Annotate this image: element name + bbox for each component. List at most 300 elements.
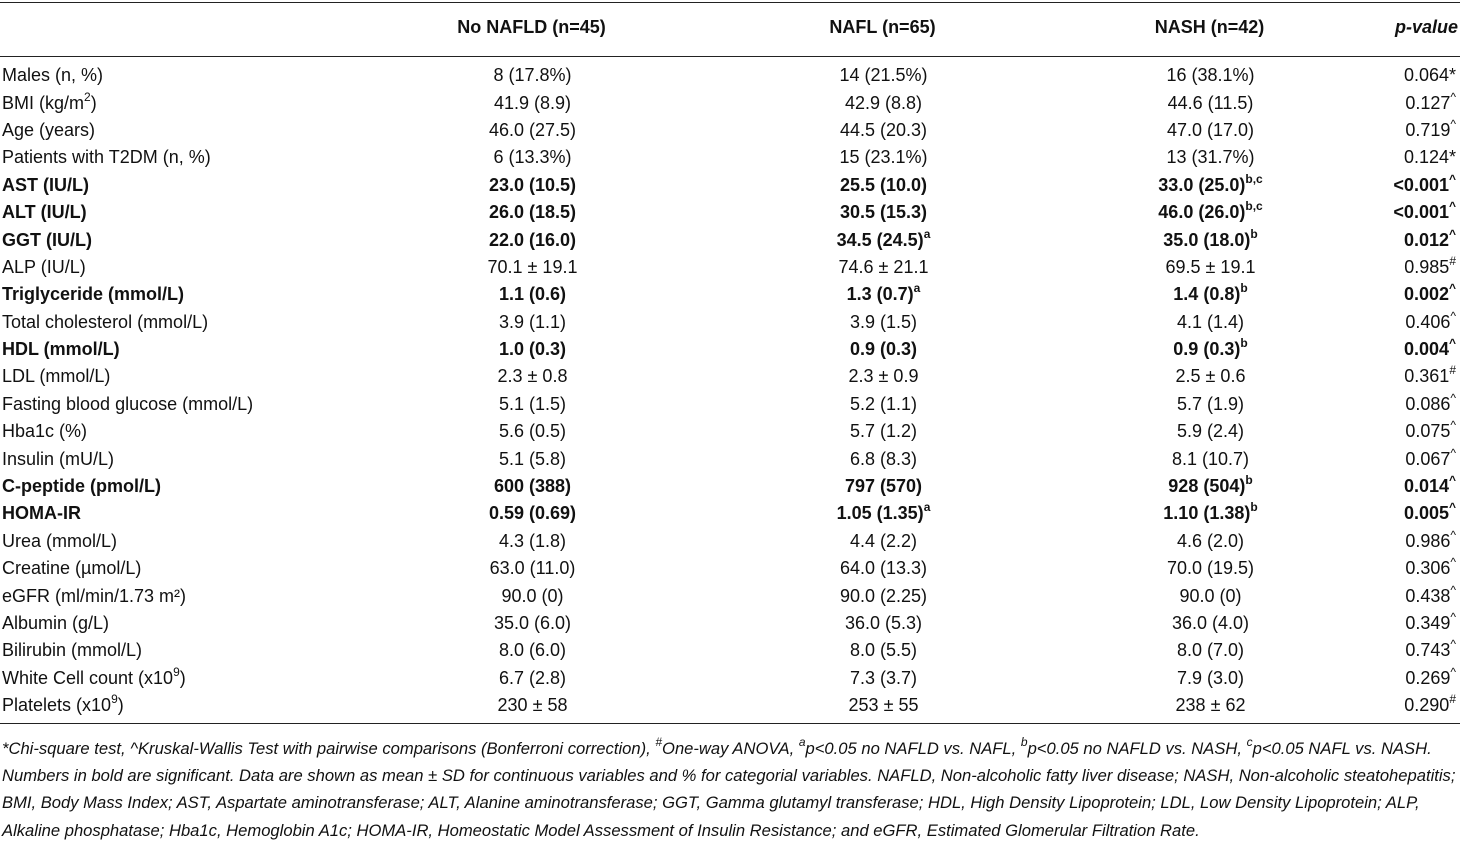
cell-nash-sup: b — [1250, 500, 1258, 515]
cell-p-value-sup: # — [1449, 253, 1456, 268]
row-label-text: Males (n, %) — [2, 65, 104, 86]
row-label — [0, 528, 360, 555]
cell-no-nafld-text: 23.0 (10.5) — [488, 174, 577, 195]
cell-no-nafld — [360, 555, 705, 582]
cell-nafl-text: 30.5 (15.3) — [839, 202, 928, 223]
row-label — [0, 555, 360, 582]
header-no-nafld: No NAFLD (n=45) — [457, 17, 606, 37]
row-label — [0, 582, 360, 609]
row-label — [0, 418, 360, 445]
cell-no-nafld-text: 90.0 (0) — [501, 585, 564, 606]
cell-p-value — [1359, 637, 1460, 664]
row-label-text: Bilirubin (mmol/L) — [2, 640, 143, 661]
cell-p-value-text: 0.012 — [1403, 229, 1449, 250]
cell-nash-sup: b — [1250, 226, 1258, 241]
cell-nash — [1062, 89, 1359, 116]
table-row — [0, 144, 1460, 171]
cell-no-nafld — [360, 692, 705, 719]
cell-nash-text: 5.9 (2.4) — [1176, 421, 1245, 442]
row-label — [0, 89, 360, 116]
cell-nafl — [705, 226, 1062, 253]
cell-nafl — [705, 418, 1062, 445]
cell-p-value-text: 0.743 — [1405, 640, 1451, 661]
row-label-text: ALP (IU/L) — [2, 256, 86, 277]
header-nafl: NAFL (n=65) — [829, 17, 936, 37]
table-row — [0, 226, 1460, 253]
row-label-text: Fasting blood glucose (mmol/L) — [2, 393, 254, 414]
row-label-text: C-peptide (pmol/L) — [2, 476, 161, 497]
cell-no-nafld — [360, 363, 705, 390]
cell-p-value — [1359, 254, 1460, 281]
cell-p-value-text: 0.067 — [1405, 448, 1451, 469]
cell-no-nafld — [360, 500, 705, 527]
row-label-text: Hba1c (%) — [2, 421, 88, 442]
footnote-sup-hash: # — [655, 735, 663, 750]
cell-nash — [1062, 582, 1359, 609]
cell-nash — [1062, 445, 1359, 472]
cell-nafl-text: 253 ± 55 — [848, 695, 919, 716]
cell-nafl — [705, 692, 1062, 719]
cell-nash-text: 4.6 (2.0) — [1176, 530, 1245, 551]
cell-p-value-text: 0.086 — [1405, 393, 1451, 414]
row-label — [0, 692, 360, 719]
cell-p-value-text: 0.014 — [1403, 476, 1449, 497]
cell-no-nafld — [360, 665, 705, 692]
cell-nafl — [705, 391, 1062, 418]
row-label-text: Age (years) — [2, 119, 96, 140]
table-row — [0, 692, 1460, 719]
cell-nafl-text: 5.2 (1.1) — [849, 393, 918, 414]
bottom-rule — [0, 723, 1460, 724]
cell-nafl-text: 44.5 (20.3) — [839, 119, 928, 140]
cell-p-value — [1359, 281, 1460, 308]
row-label-text: Patients with T2DM (n, %) — [2, 147, 211, 168]
cell-no-nafld — [360, 418, 705, 445]
table-row — [0, 62, 1460, 89]
row-label-text: ) — [179, 667, 186, 688]
cell-p-value-text: 0.306 — [1405, 558, 1451, 579]
row-label-text: ) — [90, 92, 97, 113]
cell-p-value-sup: ^ — [1450, 555, 1456, 570]
cell-p-value — [1359, 336, 1460, 363]
cell-no-nafld — [360, 144, 705, 171]
cell-p-value-text: 0.124* — [1403, 147, 1456, 168]
footnote-sup-c: c — [1246, 735, 1253, 750]
cell-no-nafld-text: 26.0 (18.5) — [488, 202, 577, 223]
cell-p-value-sup: ^ — [1448, 281, 1456, 296]
cell-p-value-sup: ^ — [1448, 199, 1456, 214]
row-label — [0, 391, 360, 418]
cell-nash-sup: b,c — [1245, 171, 1263, 186]
cell-nash-text: 35.0 (18.0) — [1163, 229, 1251, 250]
header-row — [0, 0, 1460, 55]
cell-nafl-text: 90.0 (2.25) — [839, 585, 928, 606]
cell-p-value-sup: ^ — [1450, 610, 1456, 624]
cell-no-nafld-text: 6 (13.3%) — [493, 147, 572, 168]
table-row — [0, 199, 1460, 226]
cell-nash-text: 2.5 ± 0.6 — [1175, 366, 1246, 387]
cell-nash-text: 46.0 (26.0) — [1158, 202, 1246, 223]
cell-nafl — [705, 254, 1062, 281]
cell-nash — [1062, 418, 1359, 445]
cell-nafl — [705, 117, 1062, 144]
cell-p-value-text: 0.349 — [1405, 613, 1451, 633]
cell-nash — [1062, 309, 1359, 336]
row-label — [0, 172, 360, 199]
cell-no-nafld-text: 35.0 (6.0) — [493, 613, 572, 633]
cell-no-nafld — [360, 62, 705, 89]
row-label — [0, 226, 360, 253]
cell-p-value — [1359, 445, 1460, 472]
cell-nash-text: 7.9 (3.0) — [1176, 667, 1245, 688]
cell-nafl-text: 15 (23.1%) — [839, 147, 928, 168]
table-row — [0, 555, 1460, 582]
cell-nafl — [705, 500, 1062, 527]
cell-nafl — [705, 336, 1062, 363]
cell-no-nafld-text: 1.1 (0.6) — [498, 284, 567, 305]
cell-no-nafld — [360, 172, 705, 199]
row-label-text: HDL (mmol/L) — [2, 339, 120, 360]
cell-p-value-text: 0.075 — [1405, 421, 1451, 442]
cell-p-value-text: 0.438 — [1405, 585, 1451, 606]
cell-nafl-text: 797 (570) — [844, 476, 923, 497]
cell-nash — [1062, 637, 1359, 664]
cell-nash-sup: b — [1240, 281, 1248, 296]
cell-nafl-text: 14 (21.5%) — [839, 65, 928, 86]
cell-no-nafld-text: 5.1 (5.8) — [498, 448, 567, 469]
cell-nash — [1062, 144, 1359, 171]
cell-nash — [1062, 226, 1359, 253]
cell-p-value-sup: # — [1449, 363, 1456, 378]
header-label-cell — [0, 0, 360, 55]
cell-p-value-text: 0.127 — [1405, 92, 1451, 113]
cell-p-value — [1359, 473, 1460, 500]
cell-no-nafld — [360, 199, 705, 226]
cell-nash-sup: b,c — [1245, 199, 1263, 214]
cell-nafl-text: 1.05 (1.35) — [836, 503, 924, 524]
cell-nash-text: 90.0 (0) — [1179, 585, 1242, 606]
table-footnote — [2, 735, 1458, 844]
row-label-text: Total cholesterol (mmol/L) — [2, 311, 209, 332]
cell-nafl-text: 0.9 (0.3) — [849, 339, 918, 360]
cell-p-value-text: 0.269 — [1405, 667, 1451, 688]
cell-nafl-text: 3.9 (1.5) — [849, 311, 918, 332]
footnote-text-5: p<0.05 NAFL vs. NASH. Numbers in bold are significant. Data are shown as mean ± SD for continuous variables and % for categorial variables. NAFLD, Non-alcoholic fatty liver disease; NASH, Non-alcoholic steatohepatitis; BMI, Body Mass Index; AST, Aspartate aminotransferase; ALT, Alanine aminotransferase; GGT, Gamma glutamyl transferase; HDL, High Density Lipoprotein; LDL, Low Density Lipoprotein; ALP, Alkaline phosphatase; Hba1c, Hemoglobin A1c; HOMA-IR, Homeostatic Model Assessment of Insulin Resistance; and eGFR, Estimated Glomerular Filtration Rate. — [2, 739, 1456, 840]
cell-nafl — [705, 144, 1062, 171]
row-label-text: LDL (mmol/L) — [2, 366, 111, 387]
cell-no-nafld-text: 70.1 ± 19.1 — [487, 256, 578, 277]
cell-no-nafld — [360, 281, 705, 308]
cell-nash-text: 47.0 (17.0) — [1166, 119, 1255, 140]
table-body — [0, 55, 1460, 719]
cell-p-value-sup: ^ — [1448, 473, 1456, 488]
footnote-text-4: p<0.05 no NAFLD vs. NASH, — [1027, 739, 1247, 758]
table-row — [0, 281, 1460, 308]
table-row — [0, 610, 1460, 637]
cell-nafl — [705, 637, 1062, 664]
cell-nafl — [705, 445, 1062, 472]
row-label-text: GGT (IU/L) — [2, 229, 92, 250]
cell-nash — [1062, 528, 1359, 555]
cell-p-value-text: 0.985 — [1404, 256, 1450, 277]
header-p-value: p-value — [1394, 17, 1458, 37]
cell-p-value-text: 0.719 — [1405, 119, 1451, 140]
cell-no-nafld — [360, 336, 705, 363]
spacer-row — [0, 55, 1460, 62]
cell-p-value — [1359, 418, 1460, 445]
cell-p-value — [1359, 665, 1460, 692]
cell-nafl — [705, 473, 1062, 500]
cell-p-value — [1359, 582, 1460, 609]
cell-no-nafld — [360, 473, 705, 500]
table-row — [0, 528, 1460, 555]
cell-nafl-text: 4.4 (2.2) — [849, 530, 918, 551]
cell-nafl — [705, 89, 1062, 116]
cell-no-nafld-text: 46.0 (27.5) — [488, 119, 577, 140]
table-row — [0, 89, 1460, 116]
cell-p-value-sup: ^ — [1450, 390, 1456, 405]
cell-no-nafld — [360, 582, 705, 609]
cell-nafl-text: 64.0 (13.3) — [839, 558, 928, 579]
cell-nash — [1062, 172, 1359, 199]
cell-nash-text: 1.4 (0.8) — [1173, 284, 1241, 305]
table-row — [0, 117, 1460, 144]
cell-nash — [1062, 117, 1359, 144]
table-row — [0, 363, 1460, 390]
cell-no-nafld-text: 4.3 (1.8) — [498, 530, 567, 551]
cell-p-value — [1359, 610, 1460, 637]
cell-p-value — [1359, 226, 1460, 253]
cell-no-nafld — [360, 528, 705, 555]
cell-nafl — [705, 281, 1062, 308]
cell-nafl-text: 5.7 (1.2) — [849, 421, 918, 442]
row-label — [0, 665, 360, 692]
row-label-text: eGFR (ml/min/1.73 m²) — [2, 585, 187, 606]
cell-p-value-text: <0.001 — [1393, 202, 1449, 223]
cell-nafl-text: 74.6 ± 21.1 — [838, 256, 929, 277]
spacer-cell — [0, 55, 1460, 62]
cell-no-nafld-text: 63.0 (11.0) — [489, 558, 576, 579]
cell-nash-text: 4.1 (1.4) — [1176, 311, 1245, 332]
cell-nash — [1062, 692, 1359, 719]
cell-no-nafld — [360, 391, 705, 418]
cell-p-value-sup: ^ — [1450, 116, 1456, 131]
row-label — [0, 281, 360, 308]
cell-p-value-text: 0.406 — [1405, 311, 1451, 332]
cell-nash-sup: b — [1240, 336, 1248, 351]
cell-p-value-sup: ^ — [1450, 637, 1456, 652]
cell-nash-text: 0.9 (0.3) — [1173, 339, 1241, 360]
cell-nash-text: 69.5 ± 19.1 — [1165, 256, 1256, 277]
table-row — [0, 473, 1460, 500]
cell-p-value-text: 0.064* — [1403, 65, 1456, 86]
footnote-sup-a: a — [798, 735, 806, 750]
cell-no-nafld-text: 3.9 (1.1) — [498, 311, 567, 332]
cell-p-value-sup: ^ — [1450, 664, 1456, 679]
table-row — [0, 336, 1460, 363]
cell-nafl-text: 7.3 (3.7) — [849, 667, 918, 688]
row-label-sup: 9 — [111, 692, 118, 707]
cell-nafl — [705, 363, 1062, 390]
cell-p-value — [1359, 555, 1460, 582]
cell-nafl-sup: a — [913, 281, 921, 296]
cell-nash-text: 13 (31.7%) — [1166, 147, 1255, 168]
row-label — [0, 336, 360, 363]
table-row — [0, 637, 1460, 664]
cell-no-nafld-text: 0.59 (0.69) — [488, 503, 577, 524]
cell-nash — [1062, 254, 1359, 281]
footnote-sup-b: b — [1020, 735, 1028, 750]
cell-p-value-sup: ^ — [1448, 336, 1456, 351]
cell-nash — [1062, 665, 1359, 692]
cell-p-value — [1359, 117, 1460, 144]
cell-nash — [1062, 281, 1359, 308]
cell-no-nafld — [360, 445, 705, 472]
table-row — [0, 309, 1460, 336]
row-label-sup: 9 — [173, 664, 180, 679]
cell-nash — [1062, 363, 1359, 390]
cell-nafl — [705, 172, 1062, 199]
cell-nash — [1062, 62, 1359, 89]
cell-no-nafld-text: 41.9 (8.9) — [493, 92, 572, 113]
row-label-sup: 2 — [84, 89, 91, 104]
row-label — [0, 62, 360, 89]
cell-no-nafld-text: 8.0 (6.0) — [498, 640, 567, 661]
cell-nafl — [705, 582, 1062, 609]
row-label — [0, 144, 360, 171]
row-label — [0, 500, 360, 527]
cell-p-value-sup: ^ — [1450, 308, 1456, 323]
cell-p-value-text: 0.005 — [1403, 503, 1449, 524]
cell-p-value — [1359, 363, 1460, 390]
cell-p-value — [1359, 309, 1460, 336]
header-nash: NASH (n=42) — [1154, 17, 1265, 37]
cell-nash-text: 8.0 (7.0) — [1176, 640, 1245, 661]
cell-no-nafld — [360, 117, 705, 144]
cell-nafl — [705, 62, 1062, 89]
row-label-text: Platelets (x10 — [2, 695, 112, 716]
table-row — [0, 254, 1460, 281]
cell-no-nafld-text: 2.3 ± 0.8 — [497, 366, 568, 387]
cell-nafl-text: 42.9 (8.8) — [844, 92, 923, 113]
cell-nafl-text: 2.3 ± 0.9 — [848, 366, 919, 387]
cell-nash — [1062, 555, 1359, 582]
table-row — [0, 500, 1460, 527]
cell-nafl — [705, 309, 1062, 336]
cell-p-value — [1359, 144, 1460, 171]
table-header — [0, 0, 1460, 55]
row-label — [0, 445, 360, 472]
cell-nash-text: 33.0 (25.0) — [1158, 174, 1246, 195]
cell-no-nafld-text: 22.0 (16.0) — [488, 229, 577, 250]
cell-no-nafld — [360, 309, 705, 336]
row-label — [0, 363, 360, 390]
cell-nafl-sup: a — [923, 500, 931, 515]
row-label-text: Albumin (g/L) — [2, 613, 110, 633]
cell-nash — [1062, 391, 1359, 418]
cell-no-nafld — [360, 637, 705, 664]
row-label — [0, 117, 360, 144]
cell-p-value-sup: ^ — [1450, 445, 1456, 460]
cell-p-value — [1359, 692, 1460, 719]
cell-nafl-text: 6.8 (8.3) — [849, 448, 918, 469]
cell-nash-text: 70.0 (19.5) — [1166, 558, 1255, 579]
cell-nafl — [705, 610, 1062, 637]
footnote-text-3: p<0.05 no NAFLD vs. NAFL, — [805, 739, 1021, 758]
cell-nash-text: 5.7 (1.9) — [1176, 393, 1245, 414]
row-label-text: AST (IU/L) — [2, 174, 89, 195]
row-label — [0, 254, 360, 281]
cell-no-nafld — [360, 254, 705, 281]
cell-no-nafld-text: 6.7 (2.8) — [498, 667, 567, 688]
cell-p-value-sup: ^ — [1448, 226, 1456, 241]
cell-no-nafld — [360, 226, 705, 253]
cell-nash-text: 928 (504) — [1168, 476, 1246, 497]
cell-p-value — [1359, 172, 1460, 199]
cell-p-value-sup: ^ — [1450, 418, 1456, 433]
cell-p-value — [1359, 199, 1460, 226]
cell-nafl-text: 25.5 (10.0) — [839, 174, 928, 195]
row-label-text: Triglyceride (mmol/L) — [2, 284, 185, 305]
row-label-text: ) — [117, 695, 124, 716]
row-label — [0, 199, 360, 226]
footnote-text-2: One-way ANOVA, — [662, 739, 799, 758]
cell-p-value-text: 0.290 — [1404, 695, 1450, 716]
cell-nafl-text: 36.0 (5.3) — [844, 613, 923, 633]
row-label-text: BMI (kg/m — [2, 92, 85, 113]
cell-nash-text: 238 ± 62 — [1175, 695, 1246, 716]
cell-nash-text: 16 (38.1%) — [1166, 65, 1255, 86]
cell-nafl — [705, 555, 1062, 582]
cell-nash-sup: b — [1245, 473, 1253, 488]
cell-p-value — [1359, 89, 1460, 116]
cell-nafl-sup: a — [923, 226, 931, 241]
cell-nash-text: 8.1 (10.7) — [1171, 448, 1250, 469]
cell-no-nafld-text: 5.1 (1.5) — [498, 393, 567, 414]
cell-nash — [1062, 473, 1359, 500]
cell-nash-text: 36.0 (4.0) — [1171, 613, 1250, 633]
row-label-text: HOMA-IR — [2, 503, 81, 524]
table-row — [0, 391, 1460, 418]
cell-p-value-text: 0.002 — [1403, 284, 1449, 305]
cell-nafl-text: 1.3 (0.7) — [846, 284, 914, 305]
table-row — [0, 418, 1460, 445]
cell-p-value-sup: ^ — [1448, 500, 1456, 515]
cell-nafl — [705, 528, 1062, 555]
cell-nafl — [705, 199, 1062, 226]
row-label — [0, 473, 360, 500]
table-row — [0, 665, 1460, 692]
cell-nash-text: 1.10 (1.38) — [1163, 503, 1251, 524]
row-label — [0, 309, 360, 336]
cell-p-value — [1359, 500, 1460, 527]
row-label-text: Insulin (mU/L) — [2, 448, 115, 469]
row-label-text: Creatine (µmol/L) — [2, 558, 142, 579]
cell-nafl — [705, 665, 1062, 692]
cell-nash-text: 44.6 (11.5) — [1167, 92, 1254, 113]
cell-p-value-text: 0.361 — [1404, 366, 1450, 387]
cell-no-nafld — [360, 89, 705, 116]
cell-no-nafld — [360, 610, 705, 637]
cell-p-value-sup: ^ — [1450, 527, 1456, 542]
table-row — [0, 172, 1460, 199]
cell-p-value-sup: ^ — [1450, 582, 1456, 597]
cell-nash — [1062, 336, 1359, 363]
cell-no-nafld-text: 600 (388) — [493, 476, 572, 497]
cell-nafl-text: 34.5 (24.5) — [836, 229, 924, 250]
row-label-text: Urea (mmol/L) — [2, 530, 118, 551]
cell-no-nafld-text: 230 ± 58 — [497, 695, 568, 716]
